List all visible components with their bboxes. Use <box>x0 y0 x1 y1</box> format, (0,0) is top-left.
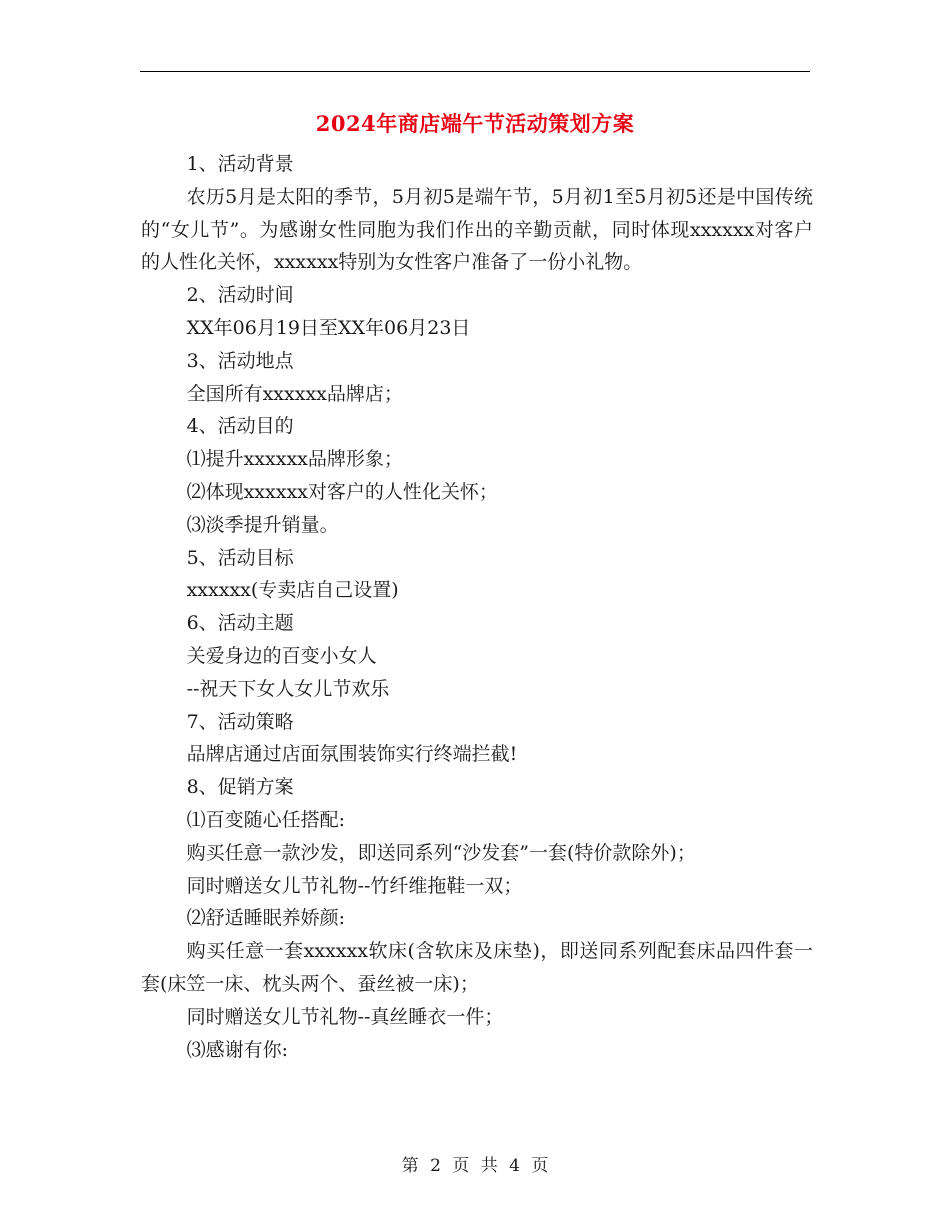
promotion-item-1-line-1: 购买任意一款沙发，即送同系列“沙发套”一套(特价款除外)； <box>186 841 696 864</box>
heading-strategy: 7、活动策略 <box>186 710 294 733</box>
promotion-item-2-title: ⑵舒适睡眠养娇颜: <box>186 907 345 930</box>
heading-time: 2、活动时间 <box>186 284 294 307</box>
paragraph-strategy: 品牌店通过店面氛围装饰实行终端拦截! <box>186 743 518 766</box>
theme-line-2: --祝天下女人女儿节欢乐 <box>186 677 390 700</box>
heading-background: 1、活动背景 <box>186 153 294 175</box>
heading-theme: 6、活动主题 <box>186 612 294 635</box>
purpose-item-1: ⑴提升xxxxxx品牌形象； <box>186 448 403 471</box>
paragraph-location: 全国所有xxxxxx品牌店； <box>186 382 403 405</box>
page-number: 第 2 页 共 4 页 <box>401 1156 549 1176</box>
promotion-item-2-line-1: 购买任意一套xxxxxx软床(含软床及床垫)，即送同系列配套床品四件套一套(床笠一床、枕头两个、蚕丝被一床)； <box>141 940 813 995</box>
promotion-item-1-line-2: 同时赠送女儿节礼物--竹纤维拖鞋一双； <box>186 874 523 897</box>
promotion-item-1-title: ⑴百变随心任搭配: <box>186 808 345 831</box>
paragraph-goal: xxxxxx(专卖店自己设置) <box>186 579 399 602</box>
theme-line-1: 关爱身边的百变小女人 <box>186 644 377 667</box>
heading-location: 3、活动地点 <box>186 349 294 372</box>
purpose-item-2: ⑵体现xxxxxx对客户的人性化关怀； <box>186 480 498 503</box>
promotion-item-3-title: ⑶感谢有你: <box>186 1038 288 1061</box>
document-body <box>141 148 813 1066</box>
purpose-item-3: ⑶淡季提升销量。 <box>186 513 339 536</box>
paragraph-time: XX年06月19日至XX年06月23日 <box>186 316 471 339</box>
paragraph-background: 农历5月是太阳的季节，5月初5是端午节，5月初1至5月初5还是中国传统的“女儿节”。为感谢女性同胞为我们作出的辛勤贡献，同时体现xxxxxx对客户的人性化关怀，xxxxxx特别为女性客户准备了一份小礼物。 <box>141 185 813 274</box>
promotion-item-2-line-2: 同时赠送女儿节礼物--真丝睡衣一件； <box>186 1005 504 1028</box>
heading-purpose: 4、活动目的 <box>186 415 294 438</box>
document-title: 2024年商店端午节活动策划方案 <box>315 111 635 136</box>
heading-promotion: 8、促销方案 <box>186 776 294 799</box>
header-rule <box>140 71 810 72</box>
heading-goal: 5、活动目标 <box>186 546 294 569</box>
